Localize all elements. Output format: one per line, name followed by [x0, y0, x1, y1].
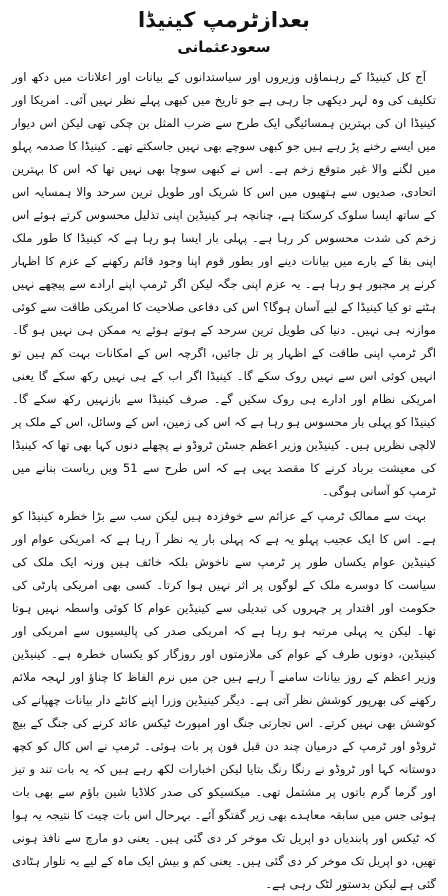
article-paragraph-2: بہت سے ممالک ٹرمپ کے عزائم سے خوفزدہ ہیں لیکن سب سے بڑا خطرہ کینیڈا کو ہے۔ اس کا ایک عجیب پہلو یہ ہے کہ پہلی بار یہ نظر آ رہا ہے کہ امریکی عوام اور کینیڈین عوام یکساں طور پر ٹرمپ سے ناخوش بلکہ خائف ہیں ورنہ ایک ملک کی سیاست کا دوسرے ملک کے لوگوں پر اثر نہیں ہوا کرتا۔ کسی بھی امریکی پارٹی کی حکومت اور اقتدار پر چہروں کی تبدیلی سے کینیڈین عوام کا کوئی واسطہ نہیں ہوتا تھا۔ لیکن یہ پہلی مرتبہ ہو رہا ہے کہ امریکی صدر کی پالیسیوں سے امریکی اور کینیڈین، دونوں طرف کے عوام کی ملازمتوں اور روزگار کو یکساں خطرہ ہے۔ کینیڈین وزیر اعظم کے روز بیانات سامنے آ رہے ہیں جن میں نرم الفاظ کا چناؤ اور لہجہ ملائم رکھنے کی بھرپور کوشش نظر آتی ہے۔ دیگر کینیڈین وزرا اپنے کانٹے دار بیانات چھپانے کی کوشش بھی نہیں کرتے۔ اس تجارتی جنگ اور امپورٹ ٹیکس عائد کرنے کی جنگ کے بیچ ٹروڈو اور ٹرمپ کے درمیان چند دن قبل فون پر بات ہوئی۔ ٹرمپ نے اس کال کو کچھ دوستانہ کہا اور ٹروڈو نے رنگا رنگ بتایا لیکن اخبارات لکھ رہے ہیں کہ یہ بات تند و تیز اور گرما گرم باتوں پر مشتمل تھی۔ میکسیکو کی صدر کلاڈیا شین باؤم سے بھی بات ہوئی جس میں سابقہ معاہدے بھی زیر گفتگو آئے۔ بہرحال اس بات چیت کا نتیجہ یہ ہوا کہ ٹیکس اور پابندیاں دو اپریل تک موخر کر دی گئی ہیں۔ یعنی دو مارچ سے نافذ ہونی تھیں، دو اپریل تک موخر کر دی گئی ہیں۔ یعنی کم و بیش ایک ماہ کے لیے یہ تلوار ہٹادی گئی ہے لیکن بدستور لٹک رہی ہے۔	[12, 509, 436, 891]
article-body	[12, 66, 436, 896]
article-title: بعدازٹرمپ کینیڈا	[138, 8, 310, 32]
article-paragraph-1: آج کل کینیڈا کے رہنماؤں وزیروں اور سیاستدانوں کے بیانات اور اعلانات میں دکھ اور تکلیف کی وہ لہر دیکھی جا رہی ہے جو تاریخ میں کبھی پہلے نظر نہیں آئی۔ امریکا اور کینیڈا ان کی بہترین ہمسائیگی ایک طرح سے ضرب المثل بن چکی تھی لیکن اس دیوار میں ایسے رخنے پڑ رہے ہیں جو کبھی سوچے بھی نہیں جاسکتے تھے۔ کینیڈا کا صدمہ پہلو میں لگنے والا غیر متوقع زخم ہے۔ اس نے کبھی سوچا بھی نہیں تھا کہ اس کا بہترین اتحادی، صدیوں سے ہتھیوں میں اس کا شریک اور طویل ترین سرحد والا ہمسایہ اس کے ساتھ ایسا سلوک کرسکتا ہے، چنانچہ ہر کینیڈین اپنی تذلیل محسوس کرتے ہوئے اس زخم کی شدت محسوس کر رہا ہے۔ پہلی بار ایسا ہو رہا ہے کہ کینیڈا کا طور ملک اپنی بقا کے بارے میں بیانات دینے اور بطور قوم اپنا وجود قائم رکھنے کے عزم کا اظہار کرنے پر مجبور ہو رہا ہے۔ یہ عزم اپنی جگہ لیکن اگر ٹرمپ اپنے ارادے سے پیچھے نہیں ہٹتے تو کیا کینیڈا کے لیے آسان ہوگا؟ اس کی دفاعی صلاحیت کا امریکی طاقت سے کوئی موازنہ ہی نہیں۔ دنیا کی طویل ترین سرحد کے ہوتے ہوئے یہ ممکن ہی نہیں ہو گا۔ اگر ٹرمپ اپنی طاقت کے اظہار پر تل جائیں، اگرچہ اس کے امکانات بہت کم ہیں تو انہیں کوئی اس سے نہیں روک سکے گا۔ کینیڈا اگر اب کے ہی نہیں رکھ سکے گا یعنی امریکی نظام اور ادارے ہی روک سکیں گے۔ صرف کینیڈا سے بازنہیں رکھ سکے گا۔ کینیڈا کو پہلی بار محسوس ہو رہا ہے کہ اس کی زمین، اس کے وسائل، اس کے ملک پر لالچی نظریں ہیں۔ کینیڈین وزیر اعظم جسٹن ٹروڈو نے پچھلے دنوں کہا بھی تھا کہ کینیڈا کی معیشت برباد کرنے کا مقصد یہی ہے کہ اس طرح سے 51 ویں ریاست بنانے میں ٹرمپ کو آسانی ہوگی۔	[12, 70, 436, 498]
article-author: سعودعثمانی	[177, 38, 271, 56]
